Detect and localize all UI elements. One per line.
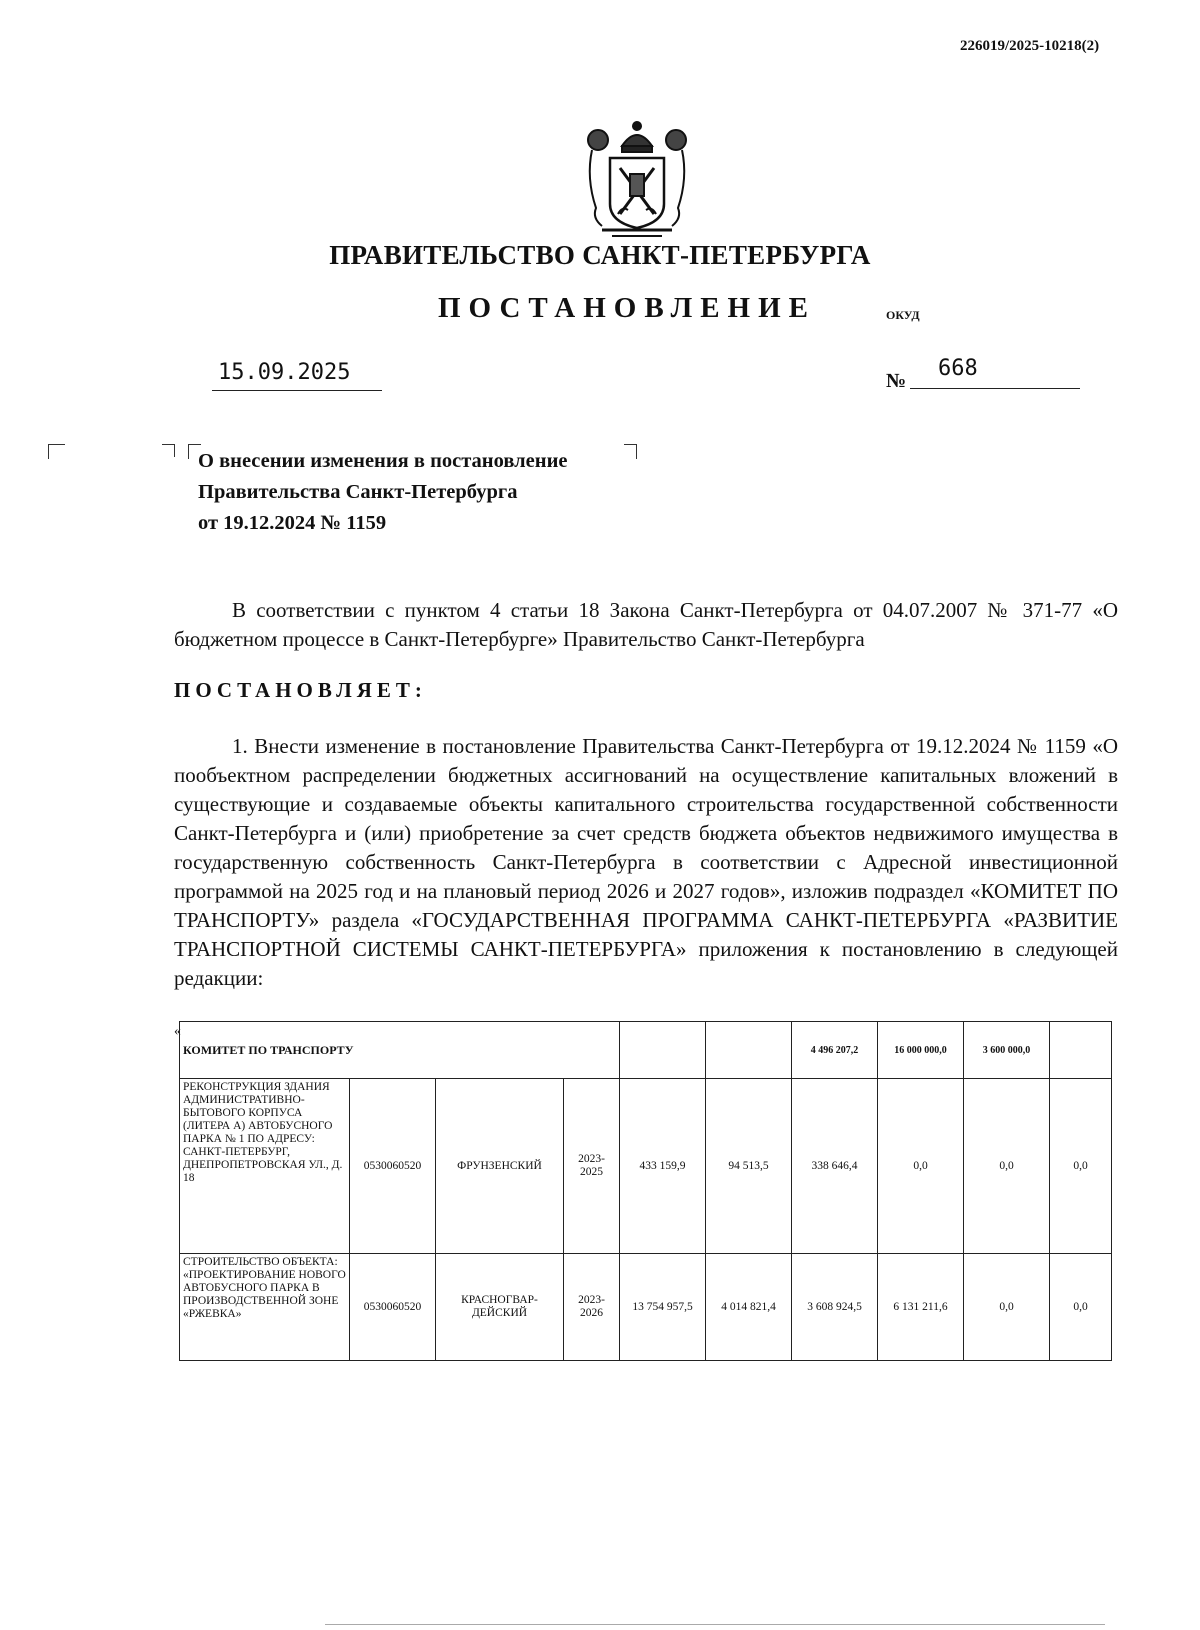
period-cell: 2023-2025 [564, 1079, 620, 1254]
committee-2025-cell: 4 496 207,2 [792, 1022, 878, 1079]
table-cell [706, 1022, 792, 1079]
total-cost-cell: 433 159,9 [620, 1079, 706, 1254]
year-2025-cell: 3 608 924,5 [792, 1254, 878, 1361]
saint-petersburg-coat-of-arms-icon [582, 118, 692, 240]
object-name-cell: РЕКОНСТРУКЦИЯ ЗДАНИЯ АДМИНИСТРАТИВНО-БЫТОВОГО КОРПУСА (ЛИТЕРА А) АВТОБУСНОГО ПАРКА № 1 ПО АДРЕСУ: САНКТ-ПЕТЕРБУРГ, ДНЕПРОПЕТРОВСКАЯ УЛ., Д. 18 [180, 1079, 350, 1254]
committee-2027-cell: 3 600 000,0 [964, 1022, 1050, 1079]
committee-name-cell: КОМИТЕТ ПО ТРАНСПОРТУ [180, 1022, 620, 1079]
preamble-paragraph: В соответствии с пунктом 4 статьи 18 Закона Санкт-Петербурга от 04.07.2007 № 371-77 «О бюджетном процессе в Санкт-Петербурге» Правительство Санкт-Петербурга [174, 598, 1118, 651]
year-2026-cell: 6 131 211,6 [878, 1254, 964, 1361]
subject-line: О внесении изменения в постановление [198, 450, 568, 472]
year-2026-cell: 0,0 [878, 1079, 964, 1254]
table-cell [1050, 1022, 1112, 1079]
document-id: 226019/2025-10218(2) [960, 38, 1100, 54]
document-number: 668 [938, 356, 978, 381]
document-type-title: ПОСТАНОВЛЕНИЕ [438, 292, 817, 324]
left-corner-mark [48, 444, 65, 459]
corner-mark [624, 444, 637, 459]
subject-line: от 19.12.2024 № 1159 [198, 512, 387, 534]
object-name-cell: СТРОИТЕЛЬСТВО ОБЪЕКТА: «ПРОЕКТИРОВАНИЕ НОВОГО АВТОБУСНОГО ПАРКА В ПРОИЗВОДСТВЕННОЙ ЗОНЕ «РЖЕВКА» [180, 1254, 350, 1361]
year-2027-cell: 0,0 [964, 1254, 1050, 1361]
year-2025-cell: 338 646,4 [792, 1079, 878, 1254]
item-1-paragraph: 1. Внести изменение в постановление Правительства Санкт-Петербурга от 19.12.2024 № 1159 «О пообъектном распределении бюджетных ассигнований на осуществление капитальных вложений в существующие и создаваемые объекты капитального строительства государственной собственности Санкт-Петербурга и (или) приобретение за счет средств бюджета объектов недвижимого имущества в государственную собственность Санкт-Петербурга в соответствии с Адресной инвестиционной программой на 2025 год и на плановый период 2026 и 2027 годов», изложив подраздел «КОМИТЕТ ПО ТРАНСПОРТУ» раздела «ГОСУДАРСТВЕННАЯ ПРОГРАММА САНКТ-ПЕТЕРБУРГА «РАЗВИТИЕ ТРАНСПОРТНОЙ СИСТЕМЫ САНКТ-ПЕТЕРБУРГА» приложения к постановлению в следующей редакции: [174, 734, 1118, 990]
budget-table [179, 1021, 1112, 1361]
corner-mark [162, 444, 175, 457]
table-row [180, 1079, 1112, 1254]
number-label: № [886, 370, 907, 392]
table-row [180, 1022, 1112, 1079]
district-cell: ФРУНЗЕНСКИЙ [436, 1079, 564, 1254]
subject-line: Правительства Санкт-Петербурга [198, 481, 518, 503]
total-cost-cell: 13 754 957,5 [620, 1254, 706, 1361]
document-date: 15.09.2025 [218, 360, 351, 385]
number-underline [910, 388, 1080, 389]
table-row [180, 1254, 1112, 1361]
date-underline [212, 390, 382, 391]
government-name: ПРАВИТЕЛЬСТВО САНКТ-ПЕТЕРБУРГА [329, 240, 871, 270]
page-bottom-edge [325, 1624, 1105, 1625]
committee-2026-cell: 16 000 000,0 [878, 1022, 964, 1079]
year-2027-cell: 0,0 [964, 1079, 1050, 1254]
financed-cell: 4 014 821,4 [706, 1254, 792, 1361]
resolves-heading: ПОСТАНОВЛЯЕТ: [174, 678, 427, 702]
code-cell: 0530060520 [350, 1079, 436, 1254]
district-cell: КРАСНОГВАР-ДЕЙСКИЙ [436, 1254, 564, 1361]
after-2027-cell: 0,0 [1050, 1079, 1112, 1254]
code-cell: 0530060520 [350, 1254, 436, 1361]
period-cell: 2023-2026 [564, 1254, 620, 1361]
table-cell [620, 1022, 706, 1079]
after-2027-cell: 0,0 [1050, 1254, 1112, 1361]
okud-label: ОКУД [886, 308, 920, 322]
open-quote-mark: « [174, 1024, 181, 1039]
financed-cell: 94 513,5 [706, 1079, 792, 1254]
document-subject [198, 446, 567, 539]
